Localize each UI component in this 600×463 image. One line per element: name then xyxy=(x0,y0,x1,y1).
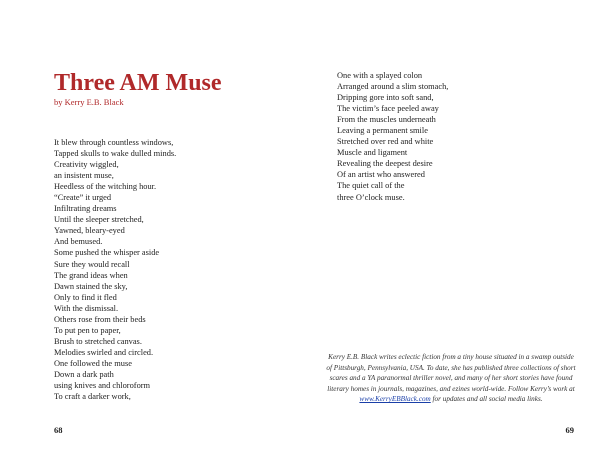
bio-text-end: for updates and all social media links. xyxy=(430,395,543,404)
page-number-left: 68 xyxy=(54,425,63,435)
poem-line: Melodies swirled and circled. xyxy=(54,347,154,357)
poem-line: One with a splayed colon xyxy=(337,71,423,80)
poem-line: Revealing the deepest desire xyxy=(337,159,433,169)
poem-line: The quiet call of the xyxy=(337,181,405,191)
poem-line: Stretched over red and white xyxy=(337,137,434,147)
poem-line: Muscle and ligament xyxy=(337,148,408,158)
poem-line: Sure they would recall xyxy=(54,259,130,269)
poem-line: three O’clock muse. xyxy=(337,192,405,202)
poem-line: using knives and chloroform xyxy=(54,381,151,391)
poem-line: Only to find it fled xyxy=(54,292,117,302)
poem-line: an insistent muse, xyxy=(54,171,114,181)
poem-line: “Create” it urged xyxy=(54,193,112,203)
poem-line: Dawn stained the sky, xyxy=(54,281,128,291)
poem-line: Brush to stretched canvas. xyxy=(54,336,142,346)
bio-text: Kerry E.B. Black writes eclectic fiction from a tiny house situated in a swamp outside of Pittsburgh, Pennsylvania, USA. To date, she has published three collections of short scares and a YA paranormal thriller novel, and many of her short stories have found literary homes in journals, magazines, and ezines world-wide. Follow Kerry’s work at xyxy=(326,353,576,393)
poem-line: Infiltrating dreams xyxy=(54,204,117,214)
poem-text-right xyxy=(337,70,448,203)
poem-line: Yawned, bleary-eyed xyxy=(54,226,125,236)
poem-line: Some pushed the whisper aside xyxy=(54,248,160,258)
poem-line: Creativity wiggled, xyxy=(54,160,119,170)
poem-line: Down a dark path xyxy=(54,369,114,379)
poem-line: The grand ideas when xyxy=(54,270,128,280)
author-byline: by Kerry E.B. Black xyxy=(54,97,124,107)
poem-line: And bemused. xyxy=(54,237,103,247)
poem-text-left xyxy=(54,137,176,402)
poem-line: Leaving a permanent smile xyxy=(337,126,428,136)
poem-line: Others rose from their beds xyxy=(54,314,146,324)
poem-line: To put pen to paper, xyxy=(54,325,121,335)
poem-line: From the muscles underneath xyxy=(337,115,436,125)
poem-title: Three AM Muse xyxy=(54,70,222,96)
right-page xyxy=(300,0,600,463)
poem-line: Dripping gore into soft sand, xyxy=(337,93,434,103)
poem-line: Tapped skulls to wake dulled minds. xyxy=(54,149,177,159)
poem-line: Of an artist who answered xyxy=(337,170,425,180)
poem-line: Until the sleeper stretched, xyxy=(54,215,144,225)
poem-line: With the dismissal. xyxy=(54,303,119,313)
poem-line: Arranged around a slim stomach, xyxy=(337,82,449,92)
page-number-right: 69 xyxy=(565,425,574,435)
poem-line: The victim’s face peeled away xyxy=(337,104,439,114)
author-website-link[interactable]: www.KerryEBBlack.com xyxy=(359,395,431,404)
poem-line: Heedless of the witching hour. xyxy=(54,182,157,192)
poem-line: It blew through countless windows, xyxy=(54,138,174,147)
author-bio xyxy=(326,352,576,405)
poem-line: One followed the muse xyxy=(54,358,132,368)
poem-line: To craft a darker work, xyxy=(54,392,131,402)
